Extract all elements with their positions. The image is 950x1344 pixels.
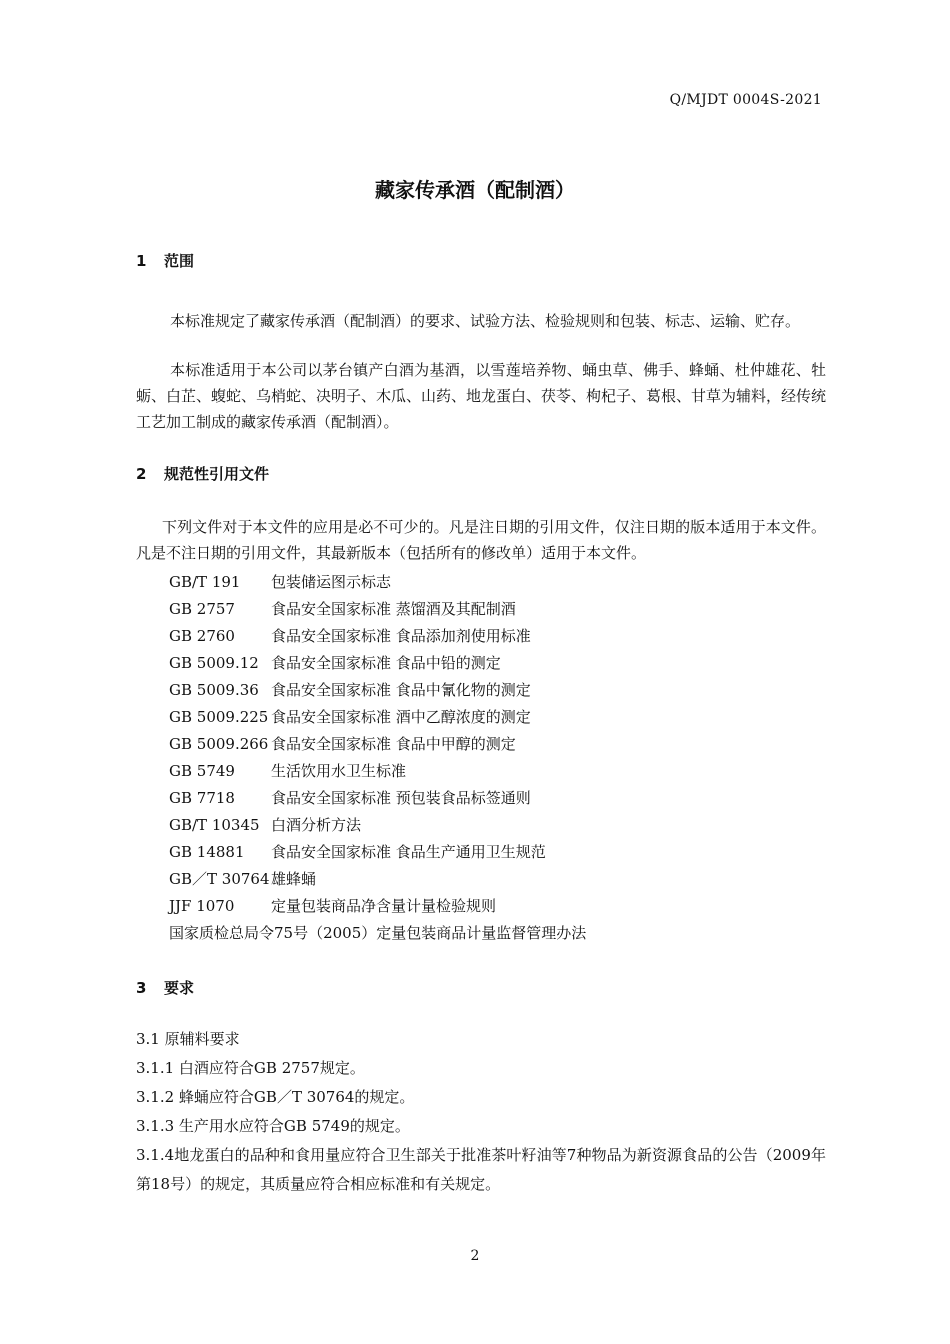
document-number: Q/MJDT 0004S-2021 [669, 92, 822, 108]
reference-title: 食品安全国家标准 蒸馏酒及其配制酒 [271, 600, 516, 618]
reference-item [169, 623, 809, 650]
section-heading-references [136, 463, 269, 484]
reference-item [169, 866, 809, 893]
reference-title: 食品安全国家标准 食品中甲醇的测定 [271, 735, 516, 753]
document-title: 藏家传承酒（配制酒） [375, 178, 575, 202]
section-number: 1 [136, 252, 147, 270]
reference-item [169, 839, 809, 866]
reference-item [169, 704, 809, 731]
reference-code: GB 5009.12 [169, 654, 259, 672]
section-heading-scope [136, 250, 194, 271]
section-number: 3 [136, 979, 147, 997]
reference-title: 食品安全国家标准 酒中乙醇浓度的测定 [271, 708, 531, 726]
scope-paragraph-2: 本标准适用于本公司以茅台镇产白酒为基酒，以雪莲培养物、蛹虫草、佛手、蜂蛹、杜仲雄花、牡蛎、白芷、蝮蛇、乌梢蛇、决明子、木瓜、山药、地龙蛋白、茯苓、枸杞子、葛根、甘草为辅料，经传统工艺加工制成的藏家传承酒（配制酒）。 [136, 361, 827, 431]
reference-code: GB 2760 [169, 627, 235, 645]
reference-code: GB 5009.36 [169, 681, 259, 699]
requirement-line: 3.1.1 白酒应符合GB 2757规定。 [136, 1059, 365, 1077]
reference-title: 雄蜂蛹 [271, 870, 317, 888]
reference-title: 白酒分析方法 [271, 816, 362, 834]
reference-code: GB／T 30764 [169, 870, 270, 888]
reference-title: 食品安全国家标准 食品添加剂使用标准 [271, 627, 531, 645]
reference-title: 包装储运图示标志 [271, 573, 392, 591]
section-title: 要求 [164, 979, 195, 997]
reference-code: GB 5749 [169, 762, 235, 780]
section-title: 规范性引用文件 [164, 465, 270, 483]
section-number: 2 [136, 465, 147, 483]
reference-item [169, 758, 809, 785]
reference-code: GB 5009.266 [169, 735, 269, 753]
reference-code: GB 14881 [169, 843, 245, 861]
requirement-line: 3.1.2 蜂蛹应符合GB／T 30764的规定。 [136, 1088, 415, 1106]
reference-item-regulation: 国家质检总局令75号（2005）定量包装商品计量监督管理办法 [169, 924, 587, 942]
requirement-paragraph: 3.1.4地龙蛋白的品种和食用量应符合卫生部关于批准茶叶籽油等7种物品为新资源食品的公告（2009年第18号）的规定，其质量应符合相应标准和有关规定。 [136, 1146, 826, 1193]
reference-item [169, 785, 809, 812]
reference-title: 食品安全国家标准 食品中铅的测定 [271, 654, 501, 672]
reference-code: GB 7718 [169, 789, 235, 807]
requirement-line: 3.1 原辅料要求 [136, 1030, 240, 1048]
reference-code: GB 5009.225 [169, 708, 269, 726]
reference-item [169, 596, 809, 623]
references-intro: 下列文件对于本文件的应用是必不可少的。凡是注日期的引用文件，仅注日期的版本适用于本文件。凡是不注日期的引用文件，其最新版本（包括所有的修改单）适用于本文件。 [136, 518, 826, 562]
reference-item [169, 731, 809, 758]
section-heading-requirements [136, 977, 194, 998]
requirement-line: 3.1.3 生产用水应符合GB 5749的规定。 [136, 1117, 410, 1135]
scope-paragraph-1: 本标准规定了藏家传承酒（配制酒）的要求、试验方法、检验规则和包装、标志、运输、贮存。 [170, 312, 801, 330]
reference-list [169, 569, 809, 947]
reference-item [169, 677, 809, 704]
requirements-list [136, 1025, 826, 1199]
reference-title: 生活饮用水卫生标准 [271, 762, 407, 780]
reference-code: GB/T 191 [169, 573, 241, 591]
reference-title: 食品安全国家标准 预包装食品标签通则 [271, 789, 531, 807]
reference-title: 定量包装商品净含量计量检验规则 [271, 897, 497, 915]
reference-item [169, 569, 809, 596]
reference-code: GB/T 10345 [169, 816, 260, 834]
reference-code: GB 2757 [169, 600, 235, 618]
section-title: 范围 [164, 252, 195, 270]
reference-item [169, 893, 809, 920]
reference-item [169, 650, 809, 677]
reference-code: JJF 1070 [169, 897, 235, 915]
page-number: 2 [470, 1248, 480, 1264]
reference-item [169, 812, 809, 839]
reference-title: 食品安全国家标准 食品中氰化物的测定 [271, 681, 531, 699]
reference-title: 食品安全国家标准 食品生产通用卫生规范 [271, 843, 546, 861]
